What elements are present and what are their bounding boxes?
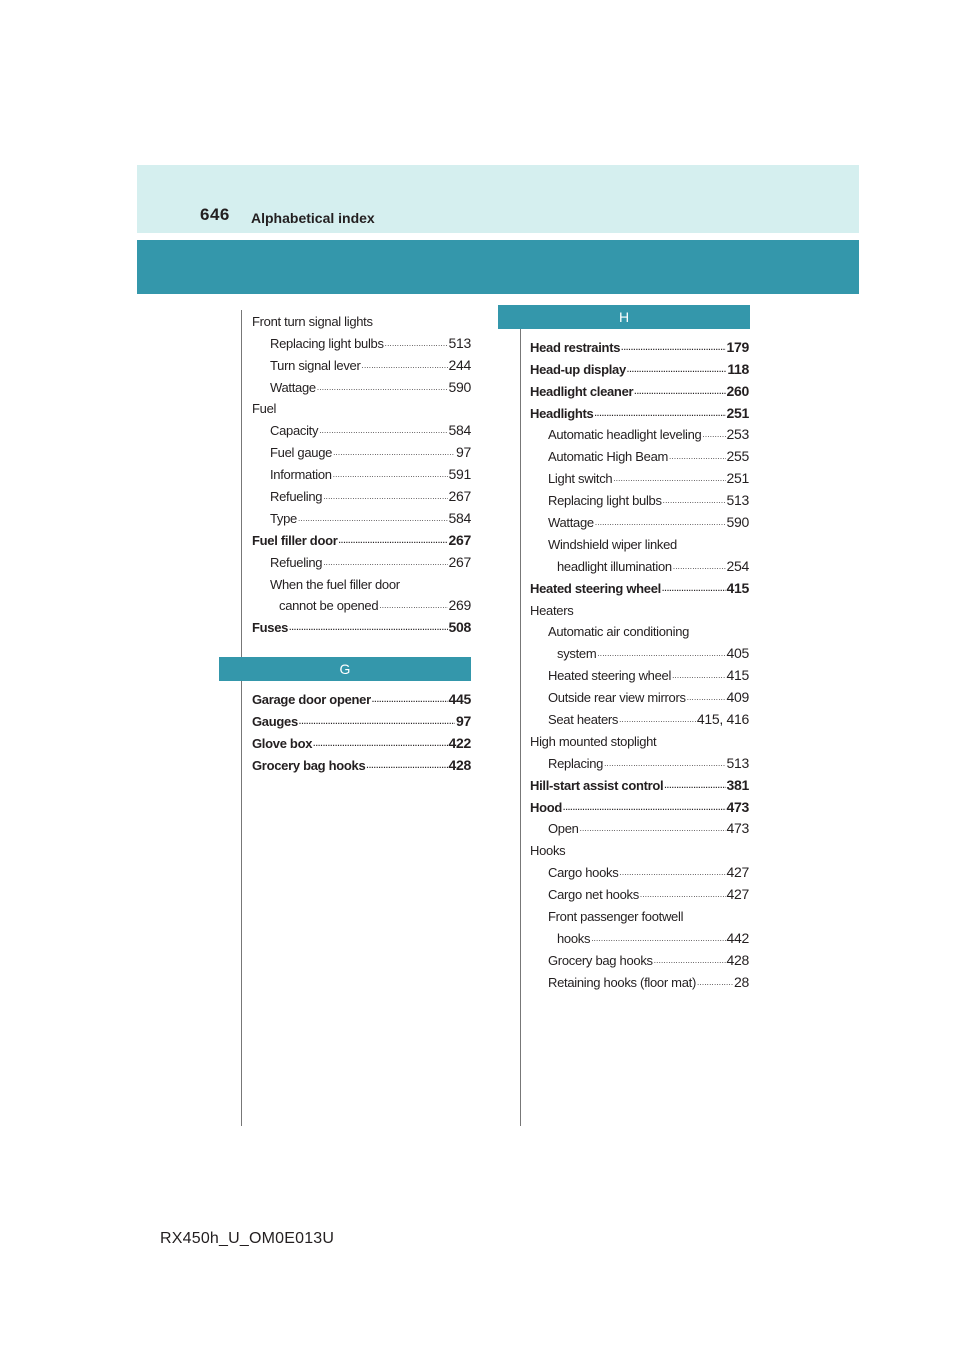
index-entry: [530, 857, 749, 879]
entry-page-number: 415, 416: [696, 711, 749, 728]
leader-dots: [619, 869, 725, 879]
entry-label: Wattage: [270, 379, 316, 395]
entry-label: Hooks: [530, 843, 566, 859]
entry-page-number: 251: [726, 404, 749, 421]
entry-page-number: 251: [726, 470, 749, 487]
index-entry: [252, 306, 471, 328]
index-entry: [530, 354, 749, 376]
index-entry: [252, 459, 471, 481]
entry-label: Cargo hooks: [548, 865, 619, 881]
leader-dots: [654, 957, 726, 967]
index-entry: [530, 551, 749, 573]
index-entry: [530, 901, 749, 923]
index-entry: [252, 547, 471, 569]
entry-label: Automatic High Beam: [548, 449, 669, 465]
entry-label: Replacing light bulbs: [270, 335, 384, 351]
index-entry: [530, 638, 749, 660]
index-entry: [530, 835, 749, 857]
entry-label: Heated steering wheel: [548, 668, 672, 684]
index-entry: [530, 792, 749, 814]
leader-dots: [385, 340, 448, 350]
leader-dots: [595, 519, 726, 529]
entry-label: Automatic air conditioning: [548, 624, 690, 640]
entry-label: Headlights: [530, 405, 594, 421]
leader-dots: [591, 935, 725, 945]
index-entry: [530, 704, 749, 726]
entry-label: Grocery bag hooks: [252, 757, 366, 773]
leader-dots: [580, 825, 726, 835]
entry-label: Front passenger footwell: [548, 909, 684, 925]
entry-page-number: 473: [726, 820, 749, 837]
leader-dots: [299, 718, 455, 728]
section-title: Alphabetical index: [251, 210, 375, 226]
index-entry: [530, 617, 749, 639]
entry-page-number: 97: [456, 444, 471, 461]
leader-dots: [323, 493, 447, 503]
entry-page-number: 591: [448, 466, 471, 483]
index-entry: [530, 573, 749, 595]
entry-label: High mounted stoplight: [530, 733, 657, 749]
section-header-g: G: [219, 657, 471, 681]
entry-page-number: 442: [726, 929, 749, 946]
entry-label: Information: [270, 467, 332, 483]
entry-label: Turn signal lever: [270, 357, 361, 373]
leader-dots: [621, 344, 725, 354]
index-entry: [252, 569, 471, 591]
index-entry: [530, 923, 749, 945]
entry-label: Refueling: [270, 554, 323, 570]
entry-page-number: 584: [448, 509, 471, 526]
leader-dots: [563, 804, 726, 814]
index-entry: [252, 415, 471, 437]
entry-page-number: 427: [726, 864, 749, 881]
index-entry: [530, 879, 749, 901]
entry-label: Type: [270, 510, 297, 526]
entry-page-number: 445: [448, 690, 471, 707]
entry-page-number: 590: [448, 378, 471, 395]
index-entry: [252, 706, 471, 728]
leader-dots: [313, 740, 447, 750]
index-entry: [530, 682, 749, 704]
index-entry: [530, 398, 749, 420]
entry-page-number: 513: [726, 754, 749, 771]
leader-dots: [604, 760, 725, 770]
entry-label: Heaters: [530, 602, 574, 618]
leader-dots: [640, 891, 726, 901]
entry-label: Capacity: [270, 423, 319, 439]
leader-dots: [597, 650, 725, 660]
entry-page-number: 381: [726, 776, 749, 793]
leader-dots: [664, 782, 725, 792]
index-entry: [252, 481, 471, 503]
entry-label: headlight illumination: [557, 558, 672, 574]
index-entry: [530, 485, 749, 507]
entry-label: Fuses: [252, 620, 289, 636]
entry-page-number: 267: [448, 553, 471, 570]
entry-label: Hood: [530, 799, 563, 815]
page-number: 646: [200, 205, 230, 224]
index-entry: [252, 525, 471, 547]
entry-label: Light switch: [548, 471, 613, 487]
entry-page-number: 118: [727, 360, 749, 377]
index-entry: [530, 507, 749, 529]
entry-label: Replacing light bulbs: [548, 493, 662, 509]
leader-dots: [379, 602, 447, 612]
leader-dots: [362, 362, 448, 372]
section-header-h: H: [498, 305, 750, 329]
entry-page-number: 584: [448, 422, 471, 439]
entry-label: Headlight cleaner: [530, 383, 634, 399]
index-entry: [530, 726, 749, 748]
index-column-f: [252, 306, 471, 634]
index-entry: [530, 748, 749, 770]
index-entry: [252, 684, 471, 706]
leader-dots: [627, 366, 726, 376]
index-column-h: [530, 332, 749, 989]
entry-page-number: 590: [726, 514, 749, 531]
index-entry: [530, 463, 749, 485]
index-entry: [252, 328, 471, 350]
leader-dots: [634, 388, 725, 398]
entry-page-number: 267: [448, 488, 471, 505]
leader-dots: [619, 716, 696, 726]
leader-dots: [702, 431, 725, 441]
header-accent-bar: [137, 240, 859, 294]
entry-label: Windshield wiper linked: [548, 536, 677, 552]
leader-dots: [289, 624, 447, 634]
column-rule-left: [241, 310, 242, 1126]
entry-label: When the fuel filler door: [270, 576, 400, 592]
entry-page-number: 267: [448, 531, 471, 548]
index-entry: [252, 503, 471, 525]
entry-page-number: 244: [448, 356, 471, 373]
index-entry: [530, 420, 749, 442]
leader-dots: [366, 762, 447, 772]
index-entry: [530, 595, 749, 617]
leader-dots: [333, 449, 455, 459]
index-entry: [530, 945, 749, 967]
entry-label: hooks: [557, 930, 591, 946]
entry-page-number: 179: [726, 338, 749, 355]
entry-label: Heated steering wheel: [530, 580, 661, 596]
entry-label: Grocery bag hooks: [548, 952, 653, 968]
index-entry: [530, 332, 749, 354]
leader-dots: [663, 497, 726, 507]
column-rule-middle: [520, 310, 521, 1126]
leader-dots: [317, 384, 448, 394]
entry-label: system: [557, 646, 597, 662]
leader-dots: [687, 694, 726, 704]
index-entry: [252, 437, 471, 459]
index-entry: [530, 376, 749, 398]
entry-page-number: 428: [448, 756, 471, 773]
entry-label: Automatic headlight leveling: [548, 427, 702, 443]
leader-dots: [298, 515, 448, 525]
entry-page-number: 473: [726, 798, 749, 815]
index-column-g: [252, 684, 471, 772]
entry-page-number: 269: [448, 597, 471, 614]
entry-page-number: 427: [726, 886, 749, 903]
entry-label: Fuel gauge: [270, 445, 333, 461]
entry-label: Fuel filler door: [252, 532, 338, 548]
entry-label: Seat heaters: [548, 712, 619, 728]
leader-dots: [333, 471, 448, 481]
index-entry: [252, 372, 471, 394]
entry-label: Head-up display: [530, 361, 626, 377]
leader-dots: [662, 585, 726, 595]
entry-page-number: 255: [726, 448, 749, 465]
leader-dots: [697, 979, 733, 989]
leader-dots: [323, 559, 447, 569]
entry-page-number: 409: [726, 689, 749, 706]
entry-label: Outside rear view mirrors: [548, 690, 686, 706]
leader-dots: [613, 475, 725, 485]
entry-page-number: 254: [726, 557, 749, 574]
index-entry: [252, 750, 471, 772]
entry-page-number: 260: [726, 382, 749, 399]
entry-label: cannot be opened: [279, 598, 379, 614]
entry-label: Wattage: [548, 515, 594, 531]
entry-page-number: 422: [448, 734, 471, 751]
entry-label: Glove box: [252, 735, 313, 751]
index-entry: [252, 394, 471, 416]
leader-dots: [594, 410, 725, 420]
header-band: [137, 165, 859, 233]
entry-page-number: 513: [448, 334, 471, 351]
index-entry: [530, 967, 749, 989]
entry-label: Gauges: [252, 713, 298, 729]
leader-dots: [672, 672, 725, 682]
index-entry: [252, 591, 471, 613]
leader-dots: [669, 453, 726, 463]
leader-dots: [372, 696, 448, 706]
entry-label: Retaining hooks (floor mat): [548, 974, 696, 990]
entry-label: Fuel: [252, 401, 277, 417]
entry-label: Cargo net hooks: [548, 887, 639, 903]
entry-label: Head restraints: [530, 339, 621, 355]
index-entry: [530, 529, 749, 551]
entry-page-number: 97: [456, 712, 471, 729]
index-entry: [530, 660, 749, 682]
entry-label: Replacing: [548, 755, 604, 771]
index-entry: [252, 350, 471, 372]
entry-label: Open: [548, 821, 579, 837]
leader-dots: [338, 537, 447, 547]
entry-page-number: 428: [726, 951, 749, 968]
entry-page-number: 415: [726, 667, 749, 684]
leader-dots: [319, 427, 447, 437]
entry-label: Refueling: [270, 489, 323, 505]
entry-label: Garage door opener: [252, 691, 371, 707]
index-entry: [530, 441, 749, 463]
entry-page-number: 405: [726, 645, 749, 662]
entry-page-number: 253: [726, 426, 749, 443]
entry-page-number: 508: [448, 619, 471, 636]
entry-label: Front turn signal lights: [252, 313, 373, 329]
document-code: RX450h_U_OM0E013U: [160, 1230, 335, 1247]
leader-dots: [673, 563, 726, 573]
index-entry: [252, 728, 471, 750]
entry-label: Hill-start assist control: [530, 777, 664, 793]
entry-page-number: 513: [726, 492, 749, 509]
index-entry: [530, 770, 749, 792]
entry-page-number: 415: [726, 579, 749, 596]
index-entry: [252, 612, 471, 634]
entry-page-number: 28: [734, 973, 749, 990]
index-entry: [530, 814, 749, 836]
